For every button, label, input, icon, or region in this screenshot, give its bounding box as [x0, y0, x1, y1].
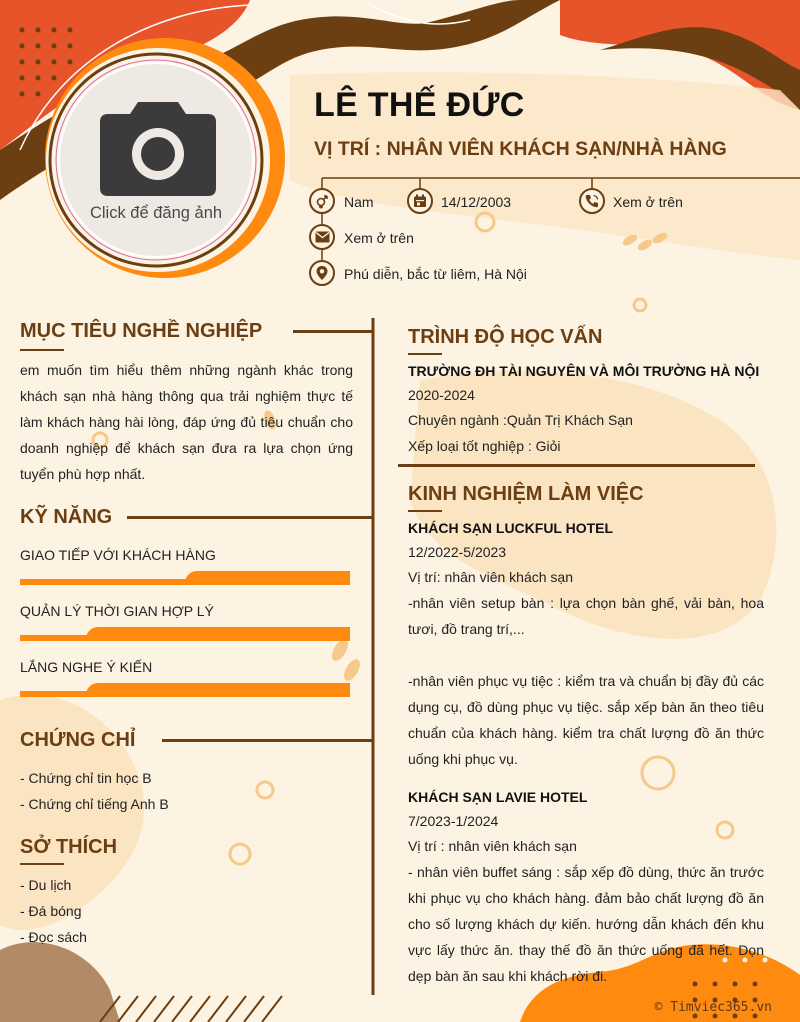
skill-name: LẮNG NGHE Ý KIẾN: [20, 659, 153, 675]
hobby-item: - Du lịch: [20, 877, 72, 893]
certificates-rule: [162, 739, 373, 742]
job-company: KHÁCH SẠN LUCKFUL HOTEL: [408, 520, 614, 536]
experience-heading-underline: [408, 510, 442, 512]
skill-bar: [20, 683, 350, 697]
job-role: Vị trí: nhân viên khách sạn: [408, 569, 573, 585]
job-position: VỊ TRÍ : NHÂN VIÊN KHÁCH SẠN/NHÀ HÀNG: [314, 138, 727, 160]
email-value: Xem ở trên: [344, 230, 414, 246]
objective-heading-underline: [20, 349, 64, 351]
phone-value: Xem ở trên: [613, 194, 683, 210]
education-heading-underline: [408, 353, 442, 355]
calendar-icon: [407, 188, 433, 214]
dob-value: 14/12/2003: [441, 194, 512, 210]
objective-heading: MỤC TIÊU NGHỀ NGHIỆP: [20, 320, 263, 342]
objective-text: em muốn tìm hiểu thêm những ngành khác trong khách sạn nhà hàng thông qua trải nghiệm thực tế làm khách hàng hài lòng, đáp ứng đủ tiêu chuẩn cho doanh nghiệp để khách sạn đưa ra lựa chọn ứng tuyển phù hợp nhất.: [20, 362, 353, 482]
skills-rule: [127, 516, 373, 519]
skill-name: QUẢN LÝ THỜI GIAN HỢP LÝ: [20, 603, 214, 619]
candidate-name: LÊ THẾ ĐỨC: [314, 86, 525, 124]
education-years: 2020-2024: [408, 387, 475, 403]
certificates-heading: CHỨNG CHỈ: [20, 729, 136, 751]
phone-icon: [579, 188, 605, 214]
job-description: -nhân viên setup bàn : lựa chọn bàn ghế, vải bàn, hoa tươi, đồ trang trí,...: [408, 595, 764, 637]
camera-icon: [100, 96, 216, 196]
experience-heading: KINH NGHIỆM LÀM VIỆC: [408, 483, 644, 505]
certificate-item: - Chứng chỉ tin học B: [20, 770, 152, 786]
avatar-upload[interactable]: [58, 62, 254, 258]
address-value: Phú diễn, bắc từ liêm, Hà Nội: [344, 266, 527, 282]
copyright-footer: © Timviec365.vn: [654, 1000, 772, 1015]
education-heading: TRÌNH ĐỘ HỌC VẤN: [408, 326, 603, 348]
education-major: Chuyên ngành :Quản Trị Khách Sạn: [408, 412, 633, 428]
job-company: KHÁCH SẠN LAVIE HOTEL: [408, 789, 588, 805]
skill-bar-fill: [185, 571, 350, 585]
skill-bar: [20, 627, 350, 641]
skill-bar: [20, 571, 350, 585]
certificate-item: - Chứng chỉ tiếng Anh B: [20, 796, 169, 812]
job-period: 12/2022-5/2023: [408, 544, 507, 560]
job-period: 7/2023-1/2024: [408, 813, 499, 829]
skill-name: GIAO TIẾP VỚI KHÁCH HÀNG: [20, 547, 216, 563]
school-name: TRƯỜNG ĐH TÀI NGUYÊN VÀ MÔI TRƯỜNG HÀ NỘI: [408, 363, 760, 379]
avatar-upload-label: Click để đăng ảnh: [89, 204, 223, 222]
hobby-item: - Đọc sách: [20, 929, 87, 945]
hobbies-heading-underline: [20, 863, 64, 865]
education-rule: [398, 464, 755, 467]
objective-rule: [293, 330, 373, 333]
gender-value: Nam: [344, 194, 374, 210]
skill-bar-fill: [86, 683, 350, 697]
job-description: - nhân viên buffet sáng : sắp xếp đồ dùng, thức ăn trước khi phục vụ cho khách hàng. đảm bảo chất lượng đồ ăn cho số lượng khách dự kiến. hướng dẫn khách đến khu vực lấy thức ăn. thay thế đồ ăn thức uống đã hết. Dọn dẹp bàn ăn sau khi khách rời đi.: [408, 864, 764, 984]
location-icon: [309, 260, 335, 286]
hobbies-heading: SỞ THÍCH: [20, 836, 118, 858]
skills-heading: KỸ NĂNG: [20, 506, 113, 528]
gender-icon: [309, 188, 335, 214]
email-icon: [309, 224, 335, 250]
job-role: Vị trí : nhân viên khách sạn: [408, 838, 577, 854]
skill-bar-fill: [86, 627, 350, 641]
job-description: -nhân viên phục vụ tiệc : kiểm tra và chuẩn bị đầy đủ các dụng cụ, đồ dùng phục vụ tiệc. sắp xếp bàn ăn theo tiêu chuẩn của khách hàng. kiểm tra chất lượng đồ ăn thức uống khi phục vụ.: [408, 673, 764, 767]
education-grade: Xếp loại tốt nghiệp : Giỏi: [408, 438, 561, 454]
hobby-item: - Đá bóng: [20, 903, 82, 919]
